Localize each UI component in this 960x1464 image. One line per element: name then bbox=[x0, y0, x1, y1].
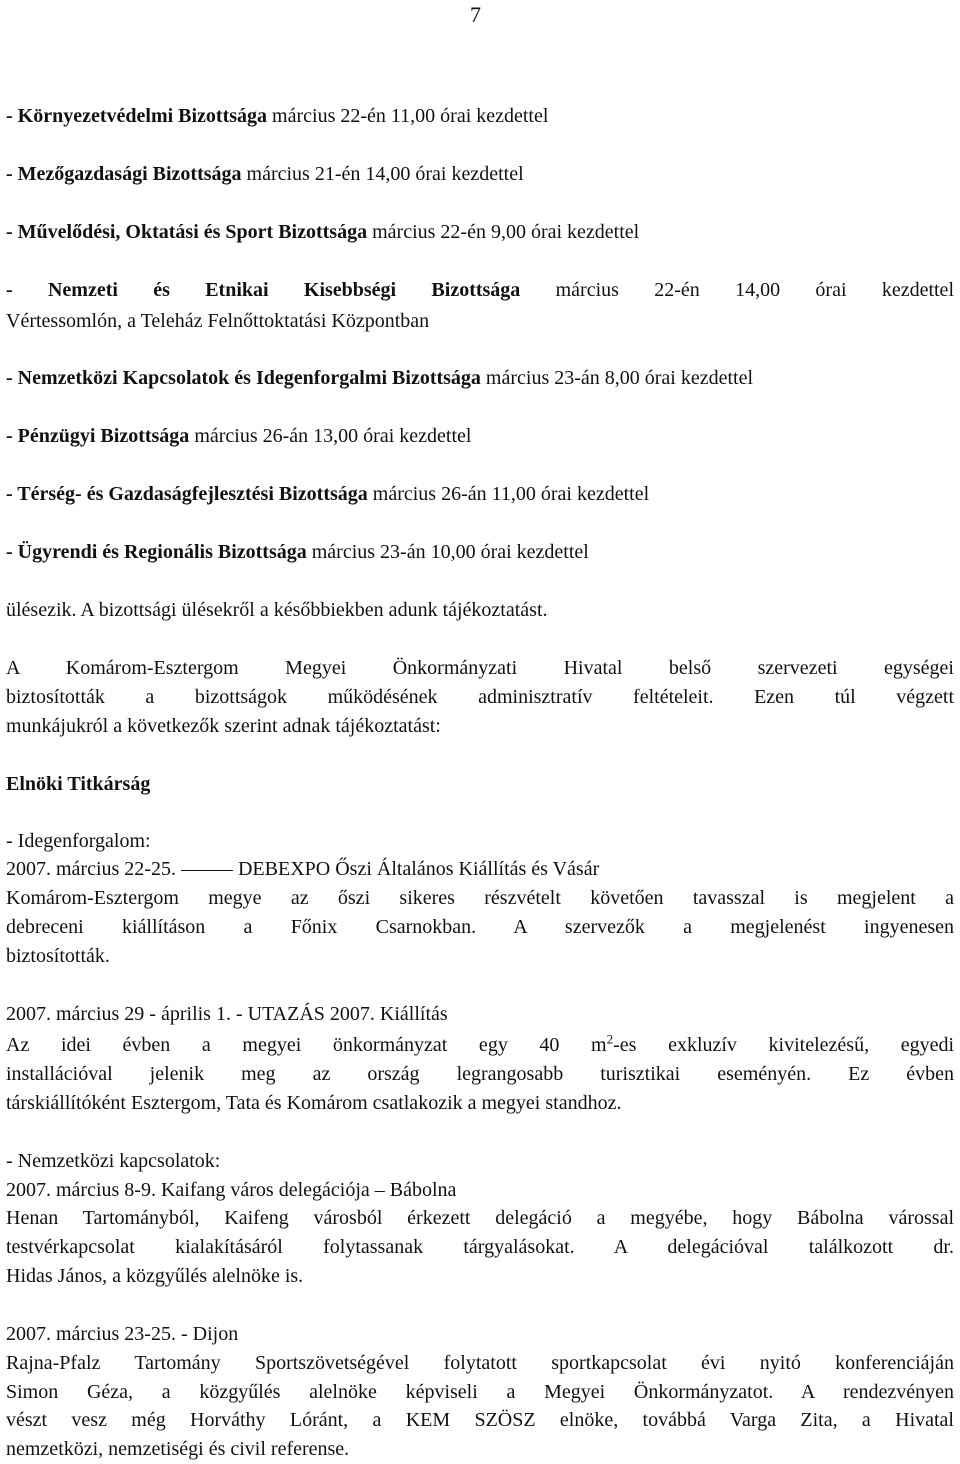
intro-line: munkájukról a következők szerint adnak tájékoztatást: bbox=[6, 715, 441, 737]
committee-name: - Nemzeti és Etnikai Kisebbségi Bizottsága bbox=[6, 279, 521, 301]
event-text: társkiállítóként Esztergom, Tata és Komárom csatlakozik a megyei standhoz. bbox=[6, 1092, 622, 1114]
international-heading: - Nemzetközi kapcsolatok: bbox=[6, 1150, 221, 1172]
intro-line: A Komárom-Esztergom Megyei Önkormányzati Hivatal belső szervezeti egységei bbox=[6, 657, 954, 679]
event-heading: 2007. március 8-9. Kaifang város delegációja – Bábolna bbox=[6, 1179, 457, 1201]
committee-line bbox=[6, 278, 954, 302]
committee-name: - Környezetvédelmi Bizottsága bbox=[6, 105, 268, 127]
committee-time: március 26-án 11,00 órai kezdettel bbox=[367, 483, 650, 505]
committee-time: március 26-án 13,00 órai kezdettel bbox=[189, 425, 472, 447]
committee-name: - Mezőgazdasági Bizottsága bbox=[6, 163, 242, 185]
event-text: Hidas János, a közgyűlés alelnöke is. bbox=[6, 1265, 304, 1287]
committee-line bbox=[6, 424, 954, 448]
dash-rule bbox=[181, 870, 233, 871]
committee-name: - Térség- és Gazdaságfejlesztési Bizottsága bbox=[6, 483, 368, 505]
event-text bbox=[6, 1033, 954, 1057]
event-text: Henan Tartományból, Kaifeng városból érkezett delegáció a megyébe, hogy Bábolna várossal bbox=[6, 1207, 954, 1229]
page-number: 7 bbox=[470, 2, 481, 27]
committee-name: - Pénzügyi Bizottsága bbox=[6, 425, 190, 447]
superscript: 2 bbox=[606, 1031, 614, 1047]
committee-name: - Művelődési, Oktatási és Sport Bizottsága bbox=[6, 221, 368, 243]
event-text: vészt vesz még Horváthy Lóránt, a KEM SZÖSZ elnöke, továbbá Varga Zita, a Hivatal bbox=[6, 1409, 954, 1431]
committee-time: március 22-én 11,00 órai kezdettel bbox=[267, 105, 549, 127]
committee-line bbox=[6, 540, 954, 564]
event-text: Komárom-Esztergom megye az őszi sikeres részvételt követően tavasszal is megjelent a bbox=[6, 887, 954, 909]
event-text: biztosították. bbox=[6, 945, 110, 967]
committee-time: március 23-án 8,00 órai kezdettel bbox=[480, 367, 754, 389]
event-text: testvérkapcsolat kialakításáról folytassanak tárgyalásokat. A delegációval találkozott dr. bbox=[6, 1236, 954, 1258]
event-text: nemzetközi, nemzetiségi és civil referense. bbox=[6, 1438, 350, 1460]
committee-location: Vértessomlón, a Teleház Felnőttoktatási Központban bbox=[6, 310, 430, 332]
committee-line bbox=[6, 482, 954, 506]
event-title: DEBEXPO Őszi Általános Kiállítás és Vásár bbox=[237, 858, 600, 880]
section-title: Elnöki Titkárság bbox=[6, 773, 151, 795]
committee-time: március 21-én 14,00 órai kezdettel bbox=[241, 163, 524, 185]
event-heading bbox=[6, 857, 954, 881]
committee-name: - Ügyrendi és Regionális Bizottsága bbox=[6, 541, 307, 563]
committee-name: - Nemzetközi Kapcsolatok és Idegenforgalmi Bizottsága bbox=[6, 367, 481, 389]
event-heading: 2007. március 23-25. - Dijon bbox=[6, 1323, 239, 1345]
committee-time: március 22-én 14,00 órai kezdettel bbox=[520, 279, 954, 301]
event-date: 2007. március 22-25. bbox=[6, 858, 176, 880]
tourism-heading: - Idegenforgalom: bbox=[6, 830, 151, 852]
intro-line: biztosították a bizottságok működésének adminisztratív feltételeit. Ezen túl végzett bbox=[6, 686, 954, 708]
event-text: debreceni kiállításon a Főnix Csarnokban. A szervezők a megjelenést ingyenesen bbox=[6, 916, 954, 938]
committee-line bbox=[6, 162, 954, 186]
committee-line bbox=[6, 104, 954, 128]
committee-time: március 23-án 10,00 órai kezdettel bbox=[306, 541, 589, 563]
event-text: Rajna-Pfalz Tartomány Sportszövetségével folytatott sportkapcsolat évi nyitó konferenciáján bbox=[6, 1352, 954, 1374]
event-text-part: Az idei évben a megyei önkormányzat egy 40 m bbox=[6, 1034, 607, 1056]
committee-line bbox=[6, 366, 954, 390]
committee-line bbox=[6, 220, 954, 244]
event-heading: 2007. március 29 - április 1. - UTAZÁS 2007. Kiállítás bbox=[6, 1003, 448, 1025]
event-text: installációval jelenik meg az ország legrangosabb turisztikai eseményén. Ez évben bbox=[6, 1063, 954, 1085]
closing-sentence: ülésezik. A bizottsági ülésekről a későbbiekben adunk tájékoztatást. bbox=[6, 599, 548, 621]
event-text-part: -es exkluzív kivitelezésű, egyedi bbox=[613, 1034, 955, 1056]
committee-time: március 22-én 9,00 órai kezdettel bbox=[367, 221, 640, 243]
event-text: Simon Géza, a közgyűlés alelnöke képviseli a Megyei Önkormányzatot. A rendezvényen bbox=[6, 1381, 954, 1403]
